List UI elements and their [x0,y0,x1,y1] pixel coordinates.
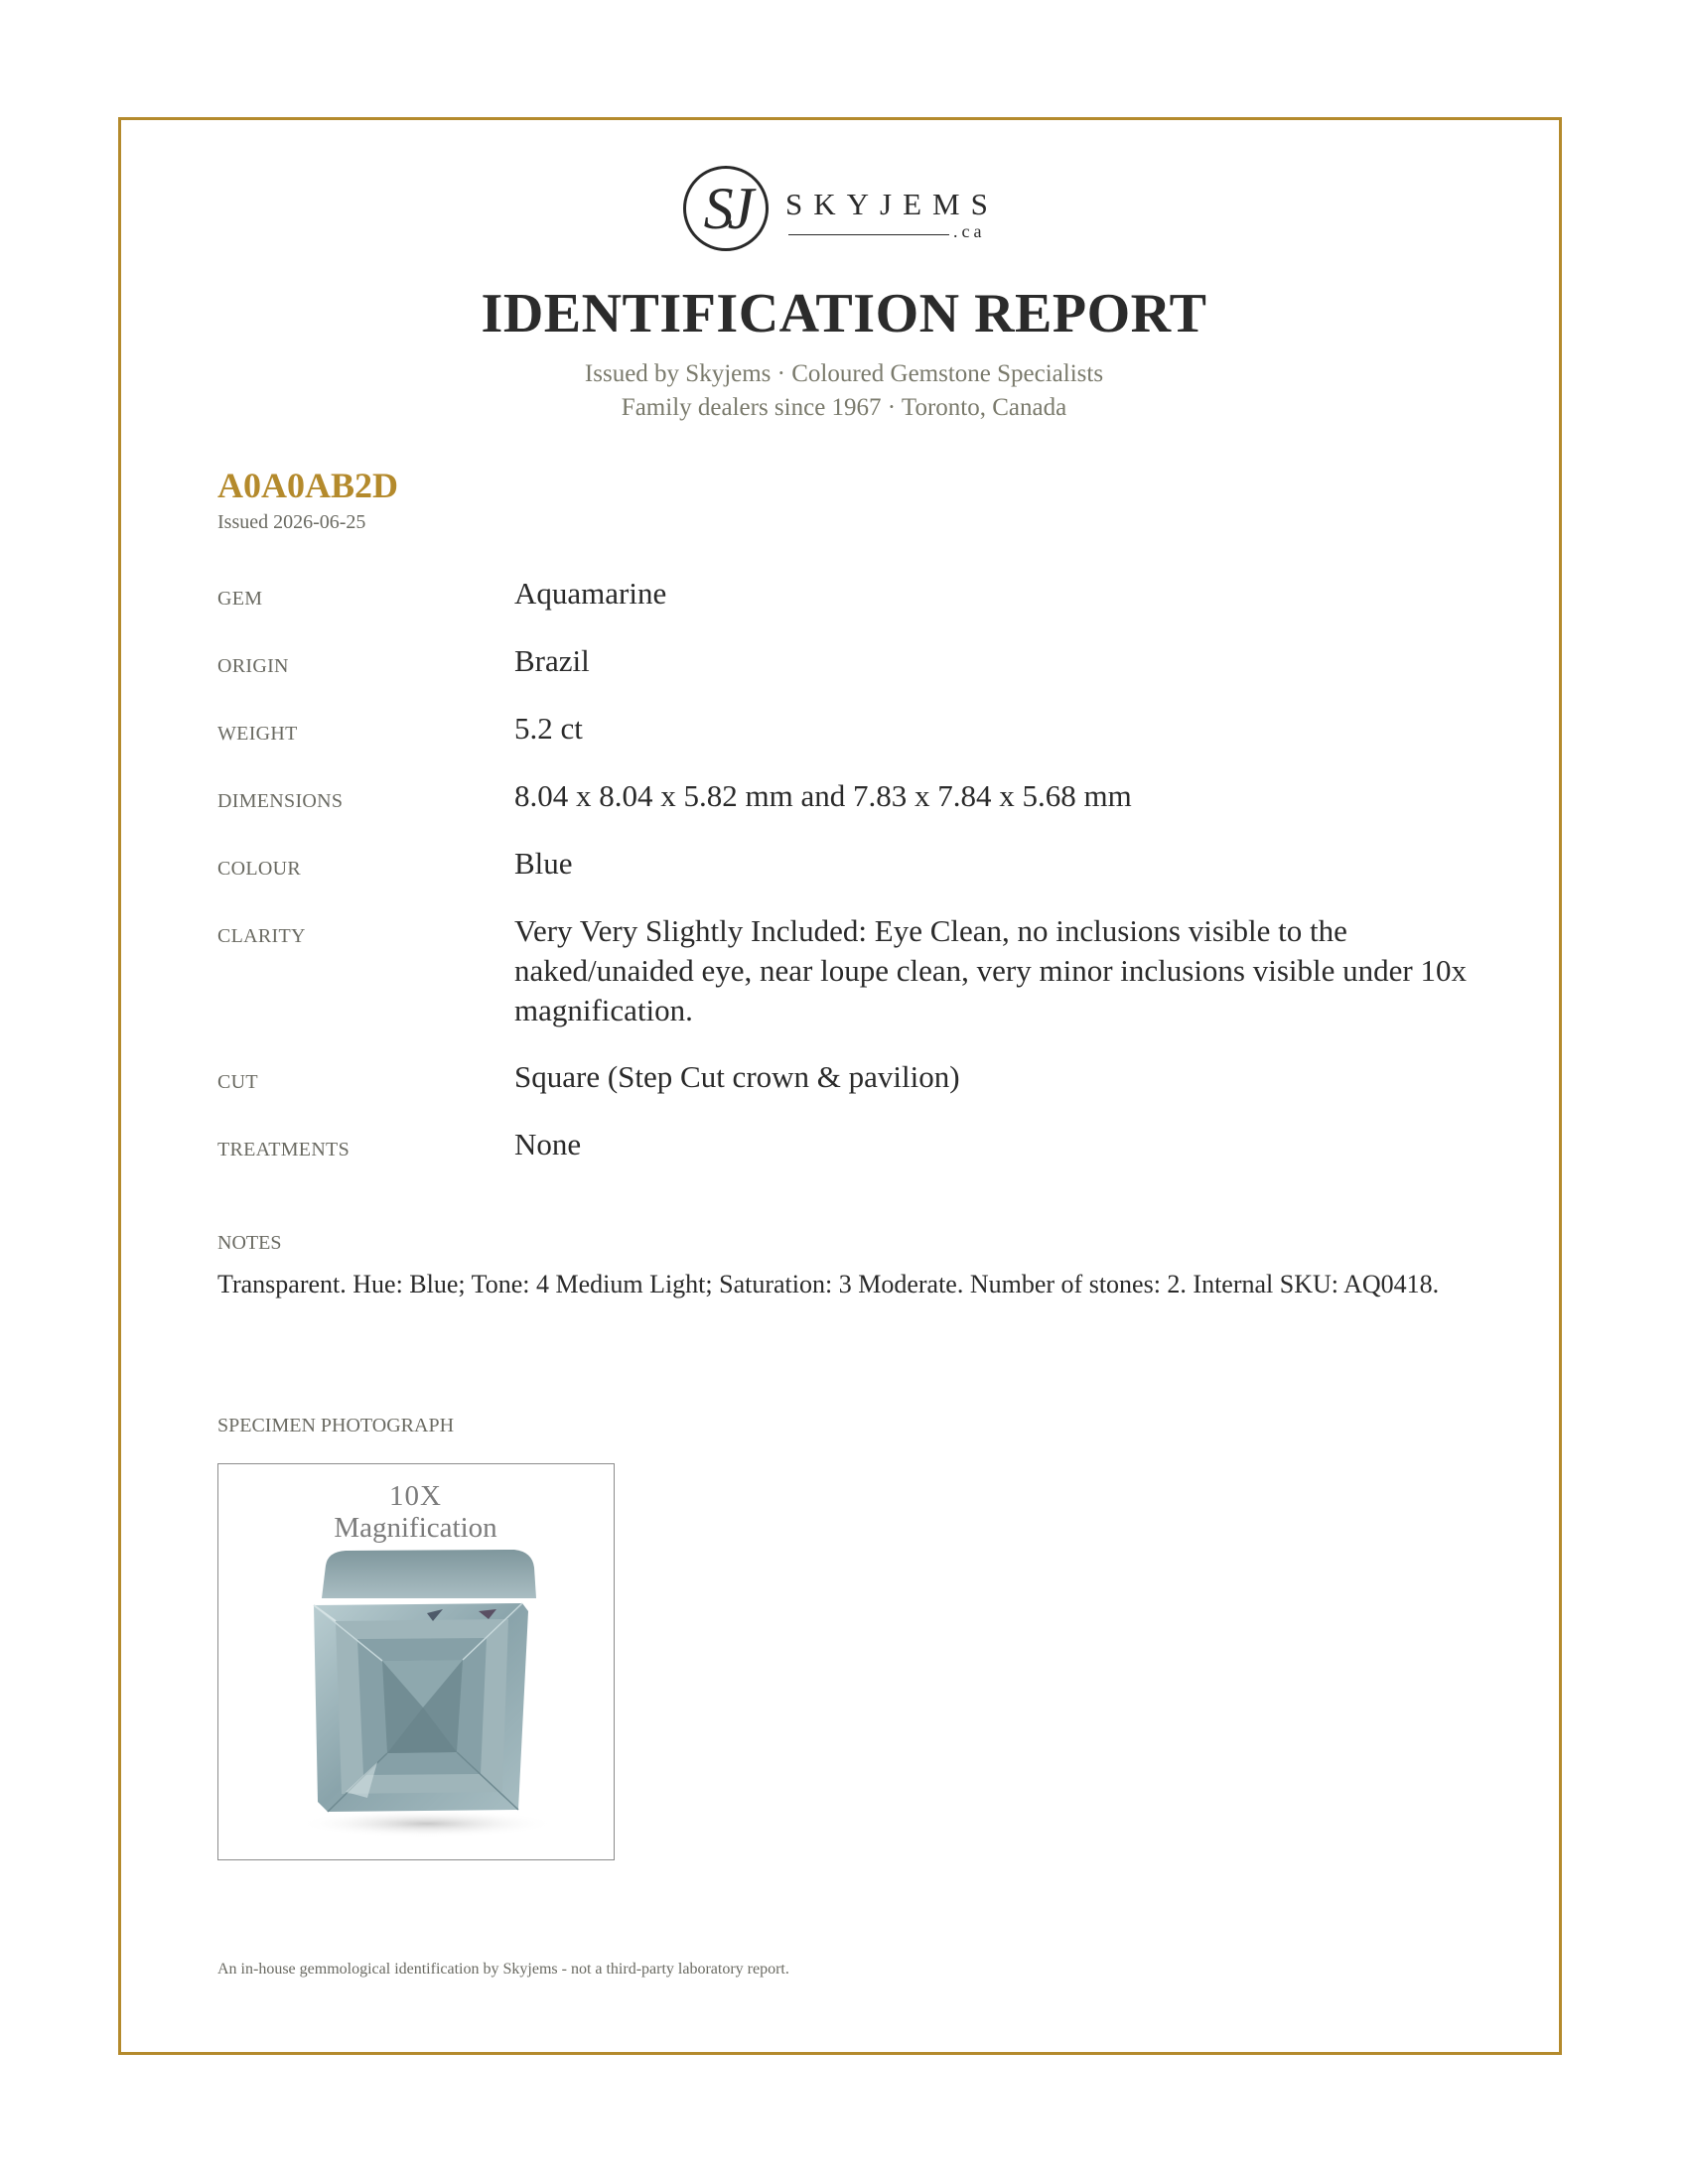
field-value-clarity: Very Very Slightly Included: Eye Clean, no inclusions visible to the naked/unaided eye, near loupe clean, very minor inclusions visible under 10x magnification. [514,913,1467,1027]
report-id: A0A0AB2D [217,466,399,505]
logo-monogram: SJ [703,176,749,241]
issuer-line: Issued by Skyjems · Coloured Gemstone Specialists [584,360,1104,387]
field-value-treatments: None [514,1127,582,1161]
field-value-colour: Blue [514,846,573,881]
field-label-dimensions: DIMENSIONS [217,790,344,812]
field-value-cut: Square (Step Cut crown & pavilion) [514,1059,960,1094]
field-label-colour: COLOUR [217,858,302,880]
logo-suffix: .ca [953,221,986,241]
notes-text: Transparent. Hue: Blue; Tone: 4 Medium Light; Saturation: 3 Moderate. Number of stones: 2. Internal SKU: AQ0418. [217,1270,1440,1298]
field-value-dimensions: 8.04 x 8.04 x 5.82 mm and 7.83 x 7.84 x 5.68 mm [514,778,1132,813]
field-value-weight: 5.2 ct [514,711,583,746]
issued-date: Issued 2026-06-25 [217,511,366,533]
field-label-origin: ORIGIN [217,655,289,677]
field-value-gem: Aquamarine [514,576,667,611]
dealer-line: Family dealers since 1967 · Toronto, Canada [621,394,1067,421]
skyjems-logo [683,166,1011,265]
footer-disclaimer: An in-house gemmological identification by Skyjems - not a third-party laboratory report. [217,1961,789,1978]
logo-rule [788,234,949,235]
field-label-gem: GEM [217,588,263,610]
field-label-treatments: TREATMENTS [217,1139,350,1160]
notes-label: NOTES [217,1232,282,1254]
field-label-weight: WEIGHT [217,723,298,745]
logo-wordmark: SKYJEMS [785,187,999,221]
field-label-cut: CUT [217,1071,258,1093]
magnification-label: Magnification [334,1512,497,1544]
field-value-origin: Brazil [514,643,590,678]
magnification-value: 10X [389,1480,442,1512]
report-title: IDENTIFICATION REPORT [481,283,1207,344]
specimen-photo [217,1463,615,1860]
photo-label: SPECIMEN PHOTOGRAPH [217,1415,455,1436]
field-label-clarity: CLARITY [217,925,306,947]
